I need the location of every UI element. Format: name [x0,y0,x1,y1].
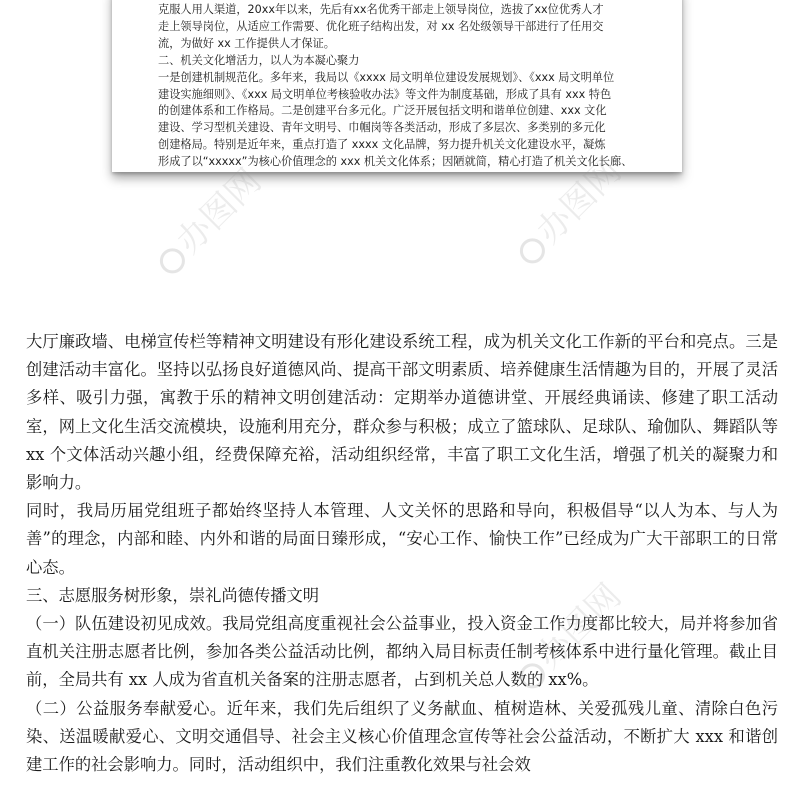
preview-line: 建设、学习型机关建设、青年文明号、巾帼岗等各类活动，形成了多层次、多类别的多元化 [158,121,606,135]
preview-line: 二、机关文化增活力，以人为本凝心聚力 [158,53,360,67]
body-paragraph: 同时，我局历届党组班子都始终坚持人本管理、人文关怀的思路和导向，积极倡导“以人为本、与人为善”的理念，内部和睦、内外和谐的局面日臻形成，“安心工作、愉快工作”已经成为广大干部职工的日常心态。 [26,501,778,577]
section-heading: 三、志愿服务树形象，崇礼尚德传播文明 [26,585,320,605]
watermark-text: 办图网 [528,576,630,677]
preview-line: 建设实施细则》、《xxx 局文明单位考核验收办法》等文件为制度基础，形成了具有 xxx 特色 [158,87,612,101]
preview-line: 一是创建机制规范化。多年来，我局以《xxxx 局文明单位建设发展规划》、《xxx 局文明单位 [158,70,615,84]
preview-line: 走上领导岗位，从适应工作需要、优化班子结构出发，对 xx 名处级领导干部进行了任用交 [158,19,604,33]
preview-line: 流，为做好 xx 工作提供人才保证。 [158,36,335,50]
body-paragraph: （二）公益服务奉献爱心。近年来，我们先后组织了义务献血、植树造林、关爱孤残儿童、清除白色污染、送温暖献爱心、文明交通倡导、社会主义核心价值理念宣传等社会公益活动，不断扩大 xxx 和谐创建工作的社会影响力。同时，活动组织中，我们注重教化效果与社会效 [26,698,778,775]
preview-text [158,2,653,171]
preview-line: 克服人用人渠道，20xx年以来，先后有xx名优秀干部走上领导岗位，选拔了xx位优秀人才 [158,3,604,16]
body-paragraph: （一）队伍建设初见成效。我局党组高度重视社会公益事业，投入资金工作力度都比较大，局并将参加省直机关注册志愿者比例，参加各类公益活动比例，都纳入局目标责任制考核体系中进行量化管理。截止目前，全局共有 xx 人成为省直机关备案的注册志愿者，占到机关总人数的 xx%。 [26,614,778,690]
preview-line: 的创建体系和工作格局。二是创建平台多元化。广泛开展包括文明和谐单位创建、xxx 文化 [158,104,607,118]
body-paragraph: 大厅廉政墙、电梯宣传栏等精神文明建设有形化建设系统工程，成为机关文化工作新的平台和亮点。三是创建活动丰富化。坚持以弘扬良好道德风尚、提高干部文明素质、培养健康生活情趣为目的，开展了灵活多样、吸引力强，寓教于乐的精神文明创建活动：定期举办道德讲堂、开展经典诵读、修建了职工活动室，网上文化生活交流模块，设施利用充分，群众参与积极；成立了篮球队、足球队、瑜伽队、舞蹈队等 xx 个文体活动兴趣小组，经费保障充裕，活动组织经常，丰富了职工文化生活，增强了机关的凝聚力和影响力。 [26,332,778,493]
document-preview-card [112,0,682,172]
document-body [26,328,778,779]
preview-line: 形成了以“xxxxx”为核心价值理念的 xxx 机关文化体系；因陋就简，精心打造了机关文化长廊、 [158,155,633,169]
preview-area [0,0,800,300]
preview-line: 创建格局。特别是近年来，重点打造了 xxxx 文化品牌，努力提升机关文化建设水平，凝炼 [158,138,606,152]
